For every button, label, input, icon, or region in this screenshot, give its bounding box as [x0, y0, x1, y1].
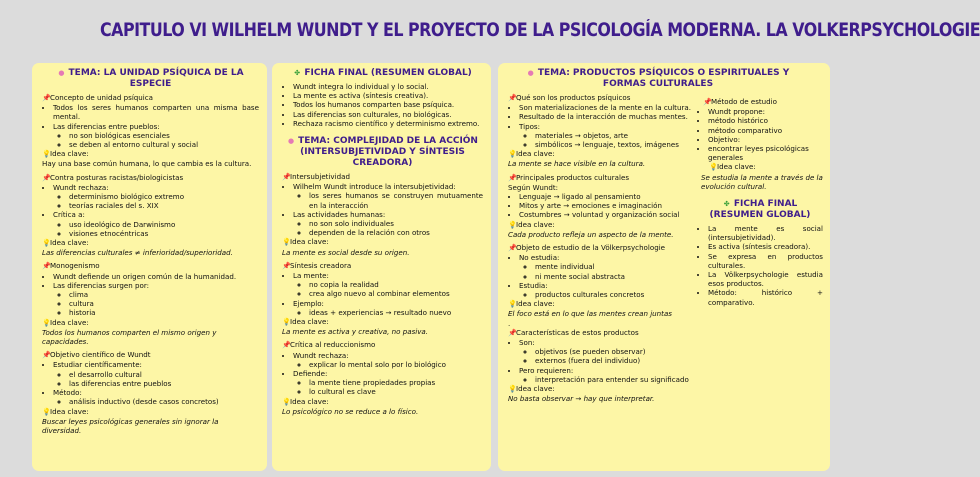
panel1-heading: [42, 68, 259, 90]
idea-text: Se estudia la mente a través de la evolución cultural.: [701, 172, 823, 191]
list-item: • Se expresa en productos culturales.: [708, 252, 823, 270]
list-item: • Wundt defiende un origen común de la humanidad.: [53, 272, 259, 281]
list-item: ◦ dependen de la relación con otros: [309, 228, 483, 237]
brain-icon: ●: [287, 137, 295, 146]
section-title: Características de estos productos: [516, 327, 639, 337]
section-title: Crítica al reduccionismo: [290, 340, 376, 350]
lightbulb-icon: 💡: [42, 150, 51, 159]
pushpin-icon: 📌: [703, 98, 712, 106]
section-title: Monogenismo: [50, 261, 100, 271]
list-item: • encontrar leyes psicológicas generales: [708, 144, 823, 162]
section-contra-racismo: [42, 173, 259, 258]
list-item: ◦ crea algo nuevo al combinar elementos: [309, 289, 483, 298]
list-item: • Rechaza racismo científico y determinismo extremo.: [293, 119, 483, 128]
idea-label: Idea clave:: [516, 384, 555, 394]
list-item: • La mente es activa (síntesis creativa).: [293, 91, 483, 100]
pushpin-icon: 📌: [42, 94, 51, 102]
idea-label: Idea clave:: [516, 299, 555, 309]
list-item: Estudiar científicamente:: [53, 360, 142, 370]
brain-icon: ●: [58, 69, 65, 77]
list-item: ◦ interpretación para entender su significado: [535, 375, 698, 384]
list-item: • Método: histórico + comparativo.: [708, 288, 823, 306]
list-item: La mente:: [293, 271, 329, 281]
list-item: Estudia:: [519, 280, 548, 290]
list-item: Defiende:: [293, 369, 328, 379]
section-title: Contra posturas racistas/biologicistas: [50, 172, 184, 182]
pushpin-icon: 📌: [282, 261, 291, 270]
list-item: ◦ cultura: [69, 299, 259, 308]
list-item: ◦ ni mente social abstracta: [535, 272, 698, 281]
list-item: • Mitos y arte → emociones e imaginación: [519, 201, 698, 210]
idea-text: Cada producto refleja un aspecto de la mente.: [508, 229, 674, 239]
section-title: Principales productos culturales: [516, 172, 630, 182]
list-item: Son:: [519, 338, 535, 348]
section-objetivo: [42, 350, 259, 435]
list-item: ◦ materiales → objetos, arte: [535, 131, 698, 140]
idea-label: Idea clave:: [50, 238, 89, 248]
pushpin-icon: 📌: [508, 328, 517, 337]
idea-text: Las diferencias culturales ≠ inferioridad/superioridad.: [42, 248, 233, 258]
list-item: Las actividades humanas:: [293, 209, 386, 219]
panel2-heading1-text: FICHA FINAL (RESUMEN GLOBAL): [304, 68, 472, 78]
idea-text: Hay una base común humana, lo que cambia es la cultura.: [42, 159, 252, 169]
list-item: ◦ objetivos (se pueden observar): [535, 347, 698, 356]
section-title: Método de estudio: [711, 97, 777, 106]
lightbulb-icon: 💡: [709, 163, 718, 172]
list-item: ◦ explicar lo mental solo por lo biológico: [309, 360, 483, 369]
list-item: • Objetivo:: [708, 135, 823, 144]
list-item: • Resultado de la interacción de muchas mentes.: [519, 112, 698, 121]
section-reduccionismo: [282, 340, 483, 416]
list-item: Ejemplo:: [293, 298, 324, 308]
idea-label: Idea clave:: [290, 237, 329, 247]
panel3-heading-text: TEMA: PRODUCTOS PSÍQUICOS O ESPIRITUALES Y FORMAS CULTURALES: [537, 68, 790, 89]
list-item: ◦ teorías raciales del s. XIX: [69, 201, 259, 210]
lightbulb-icon: 💡: [42, 239, 51, 248]
list-item: • Todos los humanos comparten base psíquica.: [293, 100, 483, 109]
pushpin-icon: 📌: [42, 351, 51, 360]
col2-heading-text: FICHA FINAL (RESUMEN GLOBAL): [709, 199, 811, 221]
list-item: Las diferencias surgen por:: [53, 280, 150, 290]
lightbulb-icon: 💡: [282, 397, 291, 406]
panel3-right-column: [697, 97, 823, 307]
list-item: • La Völkerpsychologie estudia esos productos.: [708, 270, 823, 288]
idea-label: Idea clave:: [50, 149, 89, 159]
section-title: Síntesis creadora: [290, 260, 352, 270]
clover-icon: ✤: [294, 69, 301, 77]
list-item: ◦ el desarrollo cultural: [69, 370, 259, 379]
section-title: Qué son los productos psíquicos: [516, 93, 631, 102]
list-item: ◦ productos culturales concretos: [535, 290, 698, 299]
list-item: ◦ se deben al entorno cultural y social: [69, 140, 259, 149]
pushpin-icon: 📌: [42, 173, 51, 182]
list-item: ◦ las diferencias entre pueblos: [69, 379, 259, 388]
page-title: CAPITULO VI WILHELM WUNDT Y EL PROYECTO DE LA PSICOLOGÍA MODERNA. LA VOLKERPSYCHOLOGIE: [100, 20, 980, 41]
section-caracteristicas: [508, 328, 698, 404]
lightbulb-icon: 💡: [282, 238, 291, 247]
idea-label: Idea clave:: [50, 317, 89, 327]
section-objeto: [508, 243, 698, 328]
list-item: • Son materializaciones de la mente en la cultura.: [519, 103, 698, 112]
list-item: • Es activa (síntesis creadora).: [708, 242, 823, 251]
lightbulb-icon: 💡: [508, 220, 517, 229]
list-item: ◦ externos (fuera del individuo): [535, 356, 698, 365]
idea-text: No basta observar → hay que interpretar.: [508, 394, 655, 404]
list-item: Wilhelm Wundt introduce la intersubjetividad:: [293, 182, 456, 192]
section-concepto: [42, 93, 259, 169]
col2-heading: [697, 199, 823, 221]
pushpin-icon: 📌: [508, 94, 517, 102]
pushpin-icon: 📌: [508, 173, 517, 182]
idea-label: Idea clave:: [516, 149, 555, 159]
list-item: ◦ ideas + experiencias → resultado nuevo: [309, 308, 483, 317]
list-item: Wundt rechaza:: [293, 350, 349, 360]
idea-label: Idea clave:: [290, 317, 329, 327]
list-item: • Lenguaje → ligado al pensamiento: [519, 192, 698, 201]
idea-text: El foco está en lo que las mentes crean juntas: [508, 309, 672, 319]
section-principales: [508, 173, 698, 239]
panel-unidad-psiquica: [32, 63, 267, 471]
section-title: Objetivo científico de Wundt: [50, 350, 151, 360]
brain-icon: ●: [527, 69, 534, 77]
idea-label: Idea clave:: [516, 219, 555, 229]
section-intro: Según Wundt:: [508, 182, 559, 192]
panel2-heading1: [282, 68, 483, 79]
list-item: ◦ uso ideológico de Darwinismo: [69, 220, 259, 229]
idea-label: Idea clave:: [290, 396, 329, 406]
section-que-son: [508, 93, 698, 169]
idea-text: Lo psicológico no se reduce a lo físico.: [282, 406, 419, 416]
idea-text: La mente se hace visible en la cultura.: [508, 159, 646, 169]
list-item: Pero requieren:: [519, 365, 574, 375]
idea-text: Todos los humanos comparten el mismo origen y capacidades.: [42, 327, 217, 347]
list-item: ◦ los seres humanos se construyen mutuamente en la interacción: [309, 191, 483, 209]
stray-dot: .: [508, 318, 511, 328]
list-item: ◦ mente individual: [535, 262, 698, 271]
section-intersubjetividad: [282, 172, 483, 257]
list-item: No estudia:: [519, 253, 560, 263]
lightbulb-icon: 💡: [508, 385, 517, 394]
pushpin-icon: 📌: [282, 173, 291, 182]
lightbulb-icon: 💡: [508, 300, 517, 309]
list-item: ◦ no son solo individuales: [309, 219, 483, 228]
idea-label: Idea clave:: [717, 162, 756, 172]
list-item: ◦ clima: [69, 290, 259, 299]
clover-icon: ✤: [723, 200, 730, 209]
idea-text: La mente es social desde su origen.: [282, 247, 410, 257]
list-item: ◦ no son biológicas esenciales: [69, 131, 259, 140]
panel-ficha-complejidad: [272, 63, 491, 471]
list-item: ◦ simbólicos → lenguaje, textos, imágenes: [535, 140, 698, 149]
list-item: Método:: [53, 388, 82, 398]
list-item: Crítica a:: [53, 210, 85, 220]
pushpin-icon: 📌: [508, 244, 517, 253]
list-item: ◦ no copia la realidad: [309, 280, 483, 289]
lightbulb-icon: 💡: [282, 318, 291, 327]
list-item: • Wundt propone:: [708, 107, 823, 116]
list-item: • método comparativo: [708, 126, 823, 135]
section-title: Objeto de estudio de la Völkerpsychologie: [516, 243, 666, 253]
list-item: • Costumbres → voluntad y organización social: [519, 210, 698, 219]
section-title: Intersubjetividad: [290, 172, 350, 182]
section-monogenismo: [42, 261, 259, 346]
list-item: • La mente es social (intersubjetividad).: [708, 224, 823, 242]
idea-text: Buscar leyes psicológicas generales sin ignorar la diversidad.: [42, 416, 219, 435]
panel1-heading-text: TEMA: LA UNIDAD PSÍQUICA DE LA ESPECIE: [68, 68, 244, 89]
lightbulb-icon: 💡: [42, 407, 51, 416]
list-item: Las diferencias entre pueblos:: [53, 121, 160, 131]
section-title: Concepto de unidad psíquica: [50, 93, 154, 102]
panel2-heading2-line1: TEMA: COMPLEJIDAD DE LA ACCIÓN: [298, 136, 478, 147]
ficha-list: [282, 82, 483, 128]
pushpin-icon: 📌: [42, 262, 51, 271]
list-item: Wundt rechaza:: [53, 182, 109, 192]
list-item: • método histórico: [708, 116, 823, 125]
list-item: • Todos los seres humanos comparten una misma base mental.: [53, 103, 259, 121]
list-item: ◦ determinismo biológico extremo: [69, 192, 259, 201]
list-item: ◦ la mente tiene propiedades propias: [309, 378, 483, 387]
section-sintesis: [282, 261, 483, 337]
lightbulb-icon: 💡: [508, 150, 517, 159]
list-item: ◦ análisis inductivo (desde casos concretos): [69, 397, 259, 406]
idea-text: La mente es activa y creativa, no pasiva.: [282, 327, 429, 337]
panel2-heading2: [282, 136, 483, 169]
idea-label: Idea clave:: [50, 406, 89, 416]
list-item: ◦ historia: [69, 308, 259, 317]
lightbulb-icon: 💡: [42, 318, 51, 327]
panel3-heading: [508, 68, 808, 90]
list-item: • Wundt integra lo individual y lo social.: [293, 82, 483, 91]
panel2-heading2-line2: (INTERSUBJETIVIDAD Y SÍNTESIS CREADORA): [300, 147, 465, 169]
list-item: • Las diferencias son culturales, no biológicas.: [293, 110, 483, 119]
list-item: ◦ lo cultural es clave: [309, 387, 483, 396]
pushpin-icon: 📌: [282, 341, 291, 350]
list-item: ◦ visiones etnocéntricas: [69, 229, 259, 238]
list-item: Tipos:: [519, 121, 541, 131]
